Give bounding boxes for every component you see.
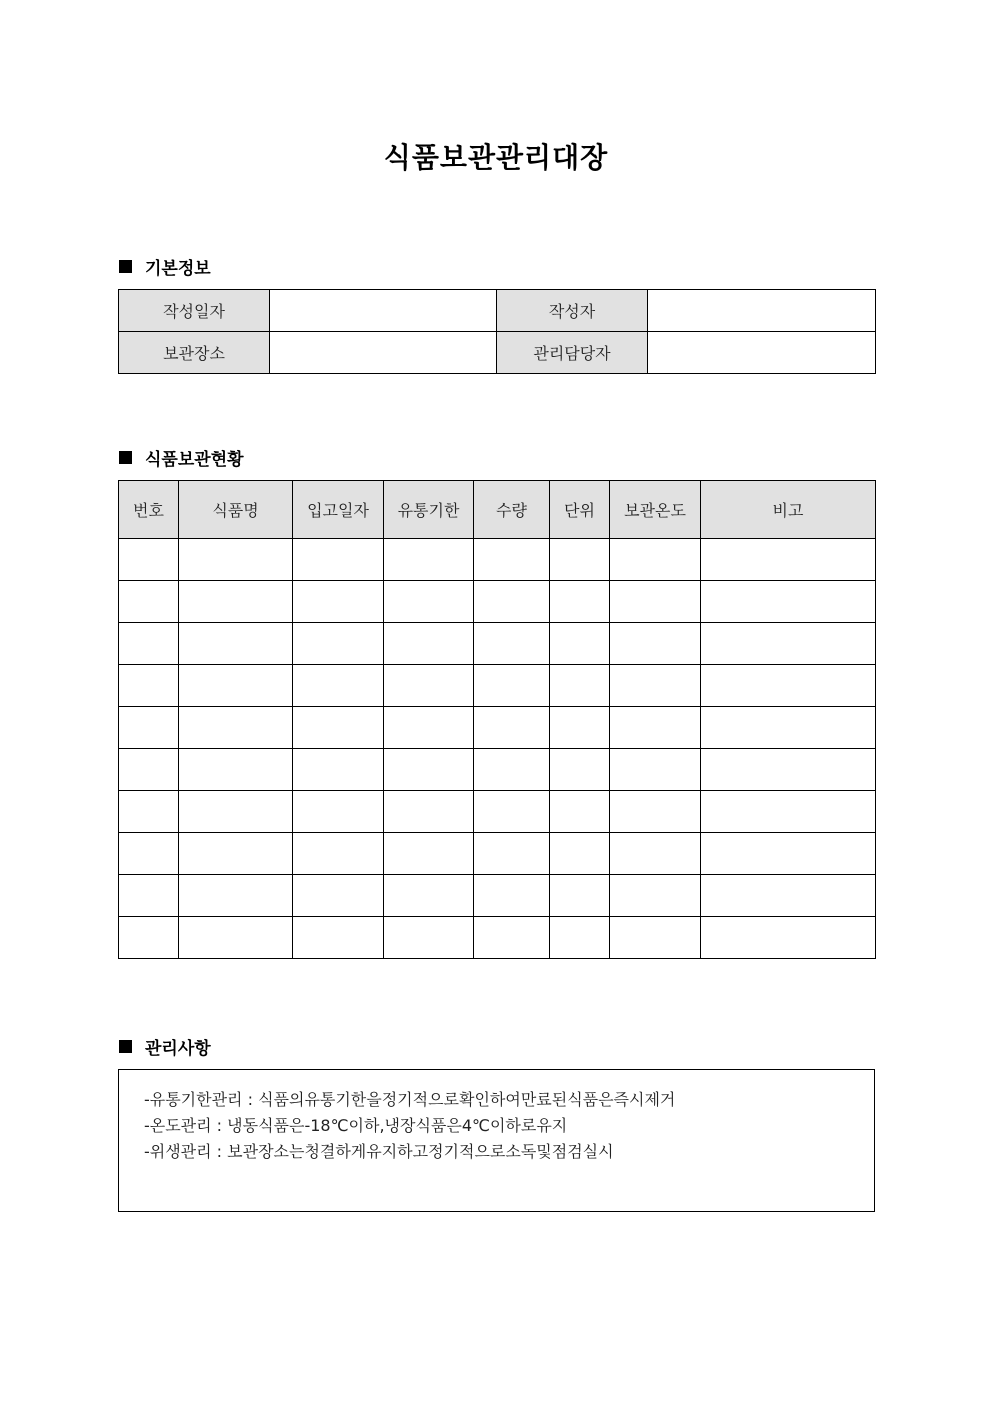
square-bullet-icon (119, 260, 132, 273)
table-cell[interactable] (179, 665, 293, 707)
table-cell[interactable] (550, 749, 610, 791)
table-cell[interactable] (179, 581, 293, 623)
table-cell[interactable] (119, 791, 179, 833)
table-cell[interactable] (610, 539, 701, 581)
table-row (119, 791, 876, 833)
table-cell[interactable] (550, 707, 610, 749)
table-cell[interactable] (474, 539, 550, 581)
table-cell[interactable] (474, 749, 550, 791)
column-header: 입고일자 (293, 481, 384, 539)
table-cell[interactable] (550, 917, 610, 959)
table-cell[interactable] (293, 917, 384, 959)
table-cell[interactable] (701, 833, 876, 875)
table-header-row (119, 481, 876, 539)
table-cell[interactable] (384, 791, 474, 833)
note-item: -위생관리 : 보관장소는청결하게유지하고정기적으로소독및점검실시 (144, 1142, 614, 1161)
table-cell[interactable] (293, 623, 384, 665)
table-cell[interactable] (610, 623, 701, 665)
note-item: -유통기한관리 : 식품의유통기한을정기적으로확인하여만료된식품은즉시제거 (144, 1090, 676, 1109)
table-cell[interactable] (610, 581, 701, 623)
table-row (119, 917, 876, 959)
table-cell[interactable] (119, 539, 179, 581)
column-header: 단위 (550, 481, 610, 539)
table-row (119, 332, 876, 374)
table-cell[interactable] (179, 917, 293, 959)
table-cell[interactable] (119, 581, 179, 623)
table-cell[interactable] (179, 707, 293, 749)
field-label: 보관장소 (119, 332, 270, 374)
table-cell[interactable] (474, 833, 550, 875)
page-title: 식품보관관리대장 (383, 141, 609, 174)
table-cell[interactable] (701, 749, 876, 791)
square-bullet-icon (119, 1040, 132, 1053)
column-header: 비고 (701, 481, 876, 539)
table-cell[interactable] (384, 917, 474, 959)
table-cell[interactable] (610, 833, 701, 875)
table-cell[interactable] (384, 749, 474, 791)
table-cell[interactable] (474, 917, 550, 959)
section-heading-storage (119, 445, 244, 470)
table-cell[interactable] (293, 581, 384, 623)
table-cell[interactable] (119, 749, 179, 791)
table-cell[interactable] (384, 539, 474, 581)
column-header: 번호 (119, 481, 179, 539)
table-row (119, 875, 876, 917)
table-row (119, 665, 876, 707)
table-row (119, 749, 876, 791)
field-label: 작성자 (497, 290, 648, 332)
square-bullet-icon (119, 451, 132, 464)
table-cell[interactable] (179, 623, 293, 665)
table-cell[interactable] (474, 581, 550, 623)
column-header: 수량 (474, 481, 550, 539)
field-label: 관리담당자 (497, 332, 648, 374)
table-cell[interactable] (384, 581, 474, 623)
author-field[interactable] (648, 290, 876, 332)
table-cell[interactable] (384, 833, 474, 875)
table-cell[interactable] (474, 623, 550, 665)
table-cell[interactable] (701, 875, 876, 917)
table-row (119, 581, 876, 623)
table-cell[interactable] (474, 665, 550, 707)
table-cell[interactable] (610, 665, 701, 707)
table-cell[interactable] (550, 665, 610, 707)
table-cell[interactable] (550, 539, 610, 581)
notes-list (119, 1070, 874, 1165)
management-notes-box (118, 1069, 875, 1212)
table-cell[interactable] (474, 707, 550, 749)
table-cell[interactable] (384, 707, 474, 749)
table-cell[interactable] (701, 665, 876, 707)
column-header: 보관온도 (610, 481, 701, 539)
table-cell[interactable] (384, 665, 474, 707)
column-header: 식품명 (179, 481, 293, 539)
table-cell[interactable] (179, 539, 293, 581)
table-cell[interactable] (119, 665, 179, 707)
table-cell[interactable] (610, 875, 701, 917)
table-cell[interactable] (293, 875, 384, 917)
table-cell[interactable] (293, 749, 384, 791)
table-cell[interactable] (474, 791, 550, 833)
table-cell[interactable] (550, 623, 610, 665)
table-cell[interactable] (610, 917, 701, 959)
table-cell[interactable] (701, 623, 876, 665)
section-heading-label: 식품보관현황 (145, 450, 244, 470)
storage-status-table (118, 480, 876, 959)
basic-info-table (118, 289, 876, 374)
date-written-field[interactable] (270, 290, 497, 332)
table-cell[interactable] (701, 917, 876, 959)
table-row (119, 707, 876, 749)
table-cell[interactable] (701, 791, 876, 833)
table-cell[interactable] (119, 707, 179, 749)
table-cell[interactable] (179, 833, 293, 875)
table-row (119, 539, 876, 581)
table-cell[interactable] (293, 833, 384, 875)
table-row (119, 833, 876, 875)
section-heading-notes (119, 1034, 211, 1059)
section-heading-label: 관리사항 (145, 1039, 211, 1059)
table-cell[interactable] (384, 623, 474, 665)
table-cell[interactable] (119, 833, 179, 875)
table-cell[interactable] (179, 875, 293, 917)
table-cell[interactable] (610, 707, 701, 749)
table-cell[interactable] (550, 833, 610, 875)
table-cell[interactable] (550, 581, 610, 623)
table-row (119, 623, 876, 665)
table-row (119, 290, 876, 332)
table-cell[interactable] (119, 623, 179, 665)
table-cell[interactable] (293, 707, 384, 749)
table-cell[interactable] (474, 875, 550, 917)
field-label: 작성일자 (119, 290, 270, 332)
column-header: 유통기한 (384, 481, 474, 539)
table-cell[interactable] (701, 581, 876, 623)
storage-table-body (119, 539, 876, 959)
table-cell[interactable] (293, 791, 384, 833)
manager-field[interactable] (648, 332, 876, 374)
note-item: -온도관리 : 냉동식품은-18℃이하,냉장식품은4℃이하로유지 (144, 1116, 568, 1135)
table-cell[interactable] (610, 749, 701, 791)
section-heading-label: 기본정보 (145, 259, 211, 279)
table-cell[interactable] (119, 917, 179, 959)
table-cell[interactable] (550, 791, 610, 833)
table-cell[interactable] (293, 665, 384, 707)
section-heading-basic-info (119, 254, 211, 279)
table-cell[interactable] (119, 875, 179, 917)
table-cell[interactable] (293, 539, 384, 581)
table-cell[interactable] (550, 875, 610, 917)
table-cell[interactable] (179, 791, 293, 833)
table-cell[interactable] (701, 707, 876, 749)
table-cell[interactable] (384, 875, 474, 917)
table-cell[interactable] (179, 749, 293, 791)
table-cell[interactable] (701, 539, 876, 581)
table-cell[interactable] (610, 791, 701, 833)
storage-location-field[interactable] (270, 332, 497, 374)
